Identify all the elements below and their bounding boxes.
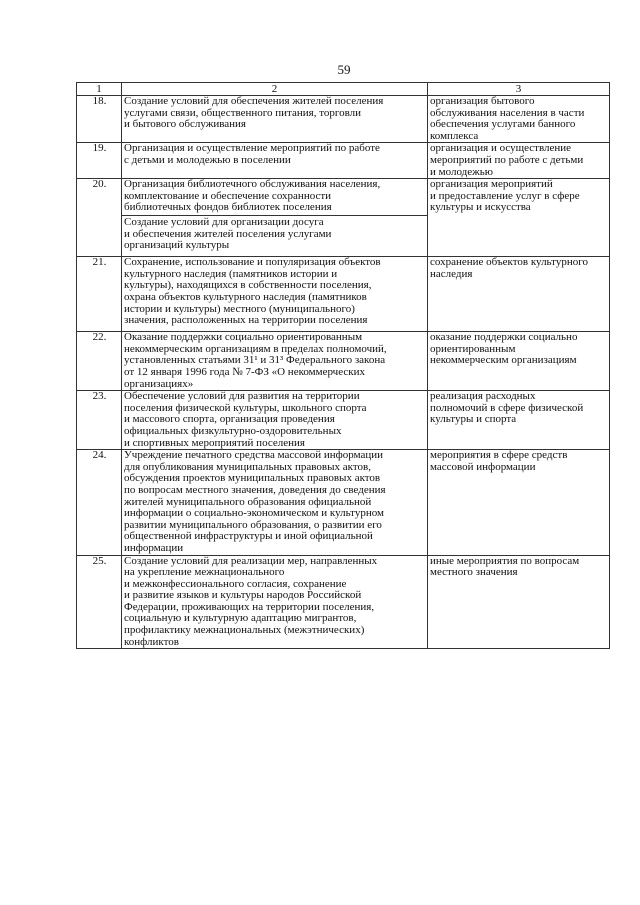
table-row bbox=[77, 179, 610, 257]
row-number: 19. bbox=[77, 143, 122, 179]
table-header-row bbox=[77, 83, 610, 96]
power-description bbox=[122, 555, 428, 649]
text-line: мероприятия в сфере средств bbox=[430, 449, 568, 462]
text-line: культурного наследия (памятников истории и bbox=[124, 267, 338, 280]
power-activity bbox=[428, 143, 610, 179]
text-line: услугами связи, общественного питания, торговли bbox=[124, 106, 362, 119]
powers-table bbox=[76, 82, 610, 649]
power-activity bbox=[428, 332, 610, 391]
text-line: организаций культуры bbox=[124, 239, 230, 252]
row-number: 20. bbox=[77, 179, 122, 257]
text-line: и предоставление услуг в сфере bbox=[430, 189, 580, 202]
text-line: жителей муниципального образования официальной bbox=[124, 495, 372, 508]
text-line: организациях» bbox=[124, 377, 194, 390]
table-row bbox=[77, 391, 610, 450]
text-line: иные мероприятия по вопросам bbox=[430, 555, 580, 567]
text-line: Обеспечение условий для развития на территории bbox=[124, 390, 360, 403]
text-line: обеспечения услугами банного bbox=[430, 118, 576, 131]
text-line: культуры и искусства bbox=[430, 201, 531, 214]
text-line: Учреждение печатного средства массовой информации bbox=[124, 449, 384, 462]
power-activity bbox=[428, 391, 610, 450]
power-description bbox=[122, 179, 428, 257]
text-line: обслуживания населения в части bbox=[430, 106, 585, 119]
text-line: истории и культуры) местного (муниципального) bbox=[124, 302, 355, 315]
table-row bbox=[77, 332, 610, 391]
text-line: культуры и спорта bbox=[430, 413, 517, 426]
power-description bbox=[122, 143, 428, 179]
text-line: значения, расположенных на территории поселения bbox=[124, 314, 368, 327]
text-line: от 12 января 1996 года № 7-ФЗ «О некоммерческих bbox=[124, 365, 365, 378]
text-line: библиотечных фондов библиотек поселения bbox=[124, 201, 332, 214]
text-line: на укрепление межнационального bbox=[124, 566, 285, 579]
text-line: общественной инфраструктуры и иной официальной bbox=[124, 530, 373, 543]
text-line: некоммерческим организациям в пределах полномочий, bbox=[124, 342, 387, 355]
text-line: обсуждения проектов муниципальных правовых актов bbox=[124, 472, 381, 485]
text-line: и межконфессионального согласия, сохранение bbox=[124, 577, 347, 590]
column-header-3: 3 bbox=[428, 83, 610, 96]
power-description bbox=[122, 96, 428, 143]
table-row bbox=[77, 450, 610, 555]
text-line: оказание поддержки социально bbox=[430, 331, 578, 344]
power-description bbox=[122, 332, 428, 391]
text-line: информации bbox=[124, 541, 184, 554]
text-line: конфликтов bbox=[124, 635, 179, 648]
text-line: полномочий в сфере физической bbox=[430, 401, 584, 414]
table-row bbox=[77, 257, 610, 332]
text-line: Оказание поддержки социально ориентированным bbox=[124, 331, 363, 344]
power-activity bbox=[428, 555, 610, 649]
text-line: для опубликования муниципальных правовых актов, bbox=[124, 460, 371, 473]
text-line: официальных физкультурно-оздоровительных bbox=[124, 424, 342, 437]
text-line: мероприятий по работе с детьми bbox=[430, 153, 584, 166]
power-description bbox=[122, 391, 428, 450]
text-line: комплектование и обеспечение сохранности bbox=[124, 189, 332, 202]
power-activity bbox=[428, 179, 610, 257]
text-line: и бытового обслуживания bbox=[124, 118, 246, 131]
power-description bbox=[122, 257, 428, 332]
text-line: местного значения bbox=[430, 566, 518, 579]
row-number: 24. bbox=[77, 450, 122, 555]
text-line: Организация библиотечного обслуживания населения, bbox=[124, 178, 381, 191]
row-number: 18. bbox=[77, 96, 122, 143]
power-activity bbox=[428, 450, 610, 555]
text-line: по вопросам местного значения, доведения до сведения bbox=[124, 483, 386, 496]
text-line: реализация расходных bbox=[430, 390, 536, 403]
page-number: 59 bbox=[337, 62, 351, 77]
text-line: Создание условий для обеспечения жителей поселения bbox=[124, 95, 384, 107]
row-number: 23. bbox=[77, 391, 122, 450]
text-line: организация и осуществление bbox=[430, 142, 572, 155]
text-line: Создание условий для организации досуга bbox=[124, 215, 324, 228]
row-number: 25. bbox=[77, 555, 122, 649]
text-line: профилактику межнациональных (межэтнических) bbox=[124, 624, 365, 637]
text-line: развитии муниципального образования, о развитии его bbox=[124, 518, 382, 531]
text-line: охрана объектов культурного наследия (памятников bbox=[124, 290, 367, 303]
power-description bbox=[122, 450, 428, 555]
table-row bbox=[77, 143, 610, 179]
text-line: Создание условий для реализации мер, направленных bbox=[124, 555, 378, 567]
text-line: информации о социально-экономическом и культурном bbox=[124, 507, 384, 520]
text-line: и обеспечения жителей поселения услугами bbox=[124, 227, 332, 240]
text-line: установленных статьями 31¹ и 31³ Федерального закона bbox=[124, 354, 386, 367]
row-number: 22. bbox=[77, 332, 122, 391]
text-line: наследия bbox=[430, 267, 473, 280]
text-line: Сохранение, использование и популяризация объектов bbox=[124, 256, 381, 269]
power-sub-description bbox=[122, 215, 427, 252]
text-line: ориентированным bbox=[430, 342, 516, 355]
text-line: некоммерческим организациям bbox=[430, 354, 577, 367]
text-line: с детьми и молодежью в поселении bbox=[124, 153, 291, 166]
text-line: организация бытового bbox=[430, 95, 535, 107]
text-line: массовой информации bbox=[430, 460, 536, 473]
column-header-2: 2 bbox=[122, 83, 428, 96]
power-activity bbox=[428, 96, 610, 143]
text-line: и развитие языков и культуры народов Российской bbox=[124, 589, 362, 602]
power-activity bbox=[428, 257, 610, 332]
text-line: и молодежью bbox=[430, 165, 493, 178]
text-line: культуры), находящихся в собственности поселения, bbox=[124, 279, 372, 292]
table-row bbox=[77, 96, 610, 143]
row-number: 21. bbox=[77, 257, 122, 332]
text-line: и спортивных мероприятий поселения bbox=[124, 436, 305, 449]
text-line: социальную и культурную адаптацию мигрантов, bbox=[124, 612, 357, 625]
column-header-1: 1 bbox=[77, 83, 122, 96]
table-row bbox=[77, 555, 610, 649]
text-line: организация мероприятий bbox=[430, 178, 553, 191]
text-line: комплекса bbox=[430, 129, 479, 142]
text-line: сохранение объектов культурного bbox=[430, 256, 588, 269]
text-line: и массового спорта, организация проведения bbox=[124, 413, 335, 426]
text-line: Организация и осуществление мероприятий по работе bbox=[124, 142, 380, 155]
text-line: поселения физической культуры, школьного спорта bbox=[124, 401, 367, 414]
text-line: Федерации, проживающих на территории поселения, bbox=[124, 600, 375, 613]
